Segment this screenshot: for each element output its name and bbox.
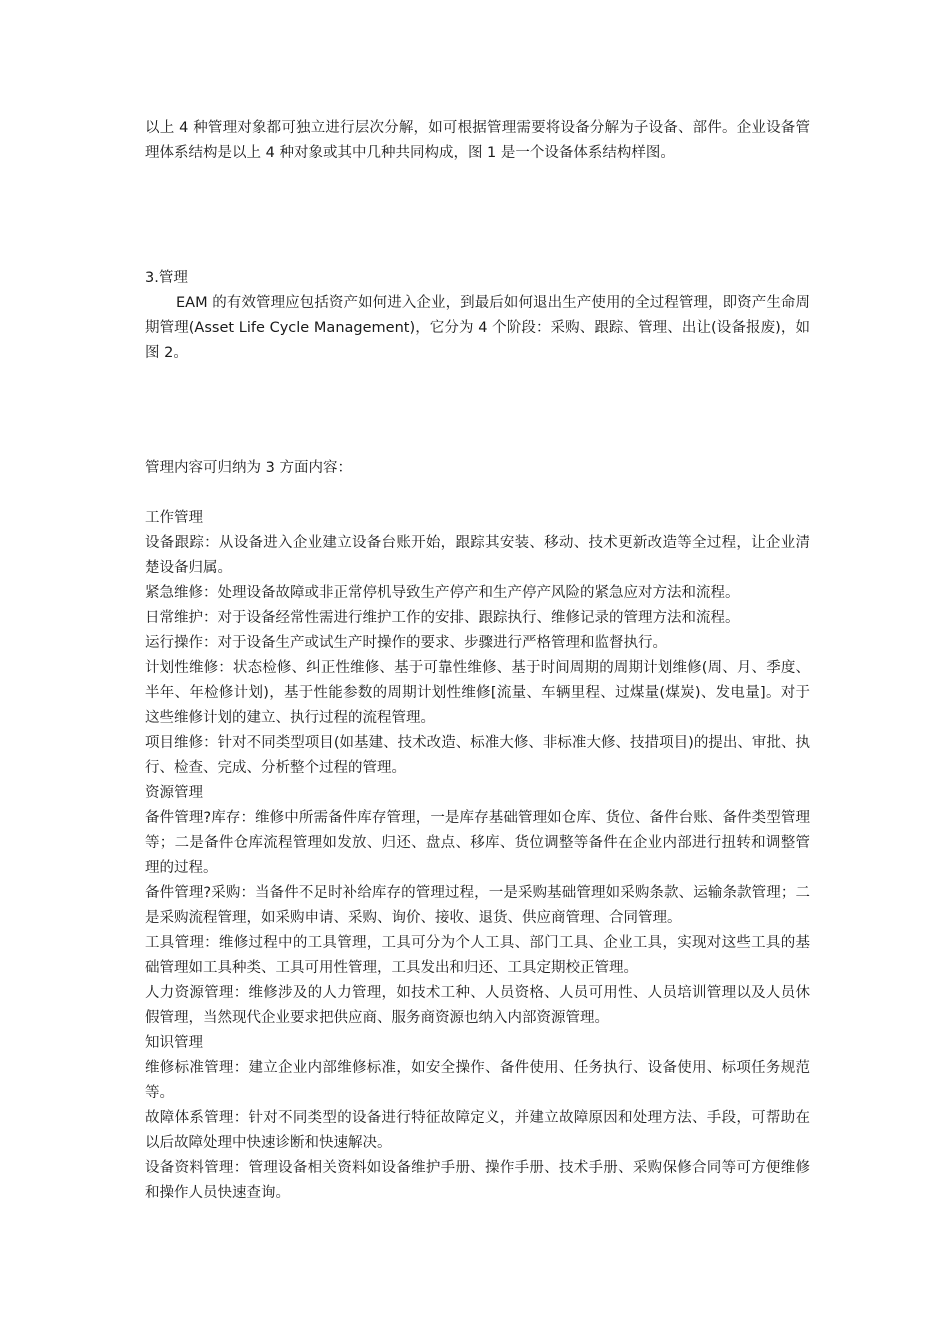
resource-item: 备件管理?采购：当备件不足时补给库存的管理过程，一是采购基础管理如采购条款、运输条款管理；二是采购流程管理，如采购申请、采购、询价、接收、退货、供应商管理、合同管理。 bbox=[145, 885, 810, 926]
section-3-heading: 3.管理 bbox=[145, 270, 188, 286]
figure-1-space bbox=[145, 166, 810, 266]
resource-item: 工具管理：维修过程中的工具管理，工具可分为个人工具、部门工具、企业工具，实现对这些工具的基础管理如工具种类、工具可用性管理，工具发出和归还、工具定期校正管理。 bbox=[145, 935, 810, 976]
work-item: 运行操作：对于设备生产或试生产时操作的要求、步骤进行严格管理和监督执行。 bbox=[145, 635, 667, 651]
resource-management-heading: 资源管理 bbox=[145, 785, 203, 801]
work-item: 紧急维修：处理设备故障或非正常停机导致生产停产和生产停产风险的紧急应对方法和流程。 bbox=[145, 585, 740, 601]
knowledge-item: 故障体系管理：针对不同类型的设备进行特征故障定义，并建立故障原因和处理方法、手段，可帮助在以后故障处理中快速诊断和快速解决。 bbox=[145, 1110, 810, 1151]
section-3-body: EAM 的有效管理应包括资产如何进入企业，到最后如何退出生产使用的全过程管理，即资产生命周期管理(Asset Life Cycle Management)，它分为 4 个阶段：采购、跟踪、管理、出让(设备报废)，如图 2。 bbox=[145, 295, 810, 361]
work-management-heading: 工作管理 bbox=[145, 510, 203, 526]
summary-line: 管理内容可归纳为 3 方面内容： bbox=[145, 460, 352, 476]
resource-item: 人力资源管理：维修涉及的人力管理，如技术工种、人员资格、人员可用性、人员培训管理以及人员休假管理，当然现代企业要求把供应商、服务商资源也纳入内部资源管理。 bbox=[145, 985, 810, 1026]
figure-2-space bbox=[145, 366, 810, 456]
work-item: 项目维修：针对不同类型项目(如基建、技术改造、标准大修、非标准大修、技措项目)的提出、审批、执行、检查、完成、分析整个过程的管理。 bbox=[145, 735, 810, 776]
resource-item: 备件管理?库存：维修中所需备件库存管理，一是库存基础管理如仓库、货位、备件台账、备件类型管理等；二是备件仓库流程管理如发放、归还、盘点、移库、货位调整等备件在企业内部进行扭转和调整管理的过程。 bbox=[145, 810, 810, 876]
work-item: 计划性维修：状态检修、纠正性维修、基于可靠性维修、基于时间周期的周期计划维修(周、月、季度、半年、年检修计划)，基于性能参数的周期计划性维修[流量、车辆里程、过煤量(煤炭)、发电量]。对于这些维修计划的建立、执行过程的流程管理。 bbox=[145, 660, 810, 726]
document-body bbox=[145, 116, 810, 1206]
work-item: 设备跟踪：从设备进入企业建立设备台账开始，跟踪其安装、移动、技术更新改造等全过程，让企业清楚设备归属。 bbox=[145, 535, 810, 576]
knowledge-item: 设备资料管理：管理设备相关资料如设备维护手册、操作手册、技术手册、采购保修合同等可方便维修和操作人员快速查询。 bbox=[145, 1160, 810, 1201]
knowledge-management-heading: 知识管理 bbox=[145, 1035, 203, 1051]
work-item: 日常维护：对于设备经常性需进行维护工作的安排、跟踪执行、维修记录的管理方法和流程。 bbox=[145, 610, 740, 626]
intro-paragraph: 以上 4 种管理对象都可独立进行层次分解，如可根据管理需要将设备分解为子设备、部件。企业设备管理体系结构是以上 4 种对象或其中几种共同构成，图 1 是一个设备体系结构样图。 bbox=[145, 120, 810, 161]
spacer bbox=[145, 481, 810, 506]
knowledge-item: 维修标准管理：建立企业内部维修标准，如安全操作、备件使用、任务执行、设备使用、标项任务规范等。 bbox=[145, 1060, 810, 1101]
